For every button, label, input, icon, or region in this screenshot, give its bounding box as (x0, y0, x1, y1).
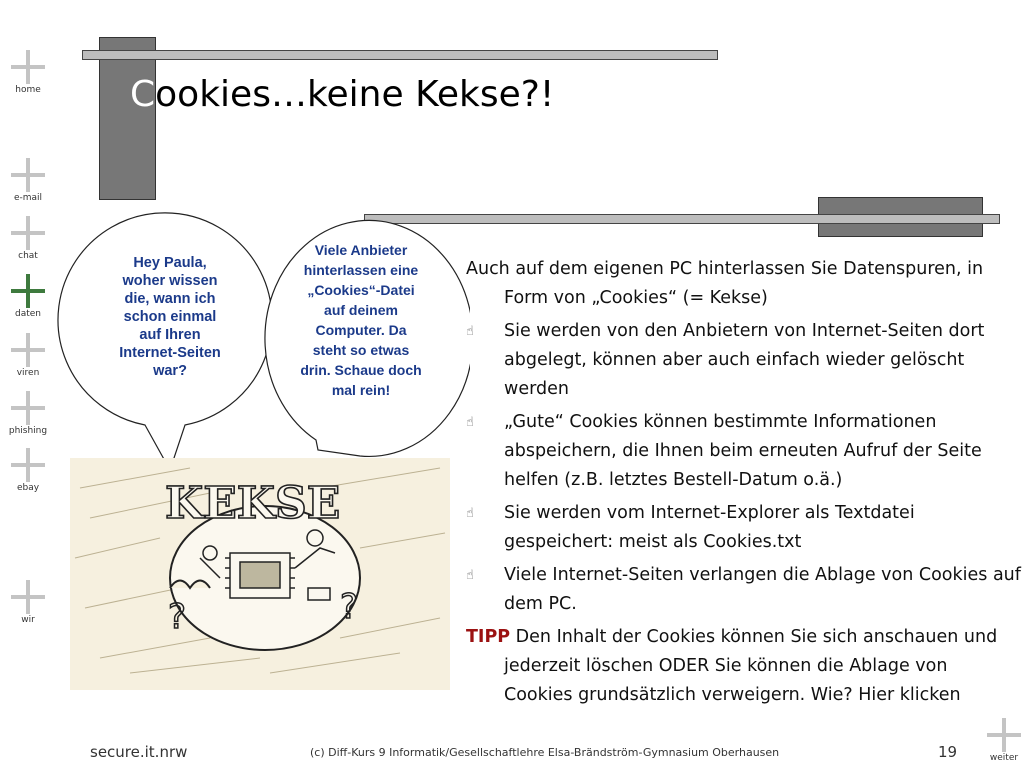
hand-pointer-icon: ☝ (466, 506, 474, 521)
nav-daten-label: daten (15, 309, 41, 319)
nav-chat-label: chat (18, 251, 38, 261)
title-text: ookies…keine Kekse?! (155, 74, 555, 115)
next-label: weiter (989, 753, 1019, 763)
bubble-line: auf deinem (324, 302, 398, 318)
cookie-word: KEKSE (165, 478, 341, 529)
bubble-right-text (276, 240, 446, 400)
plus-icon (11, 580, 45, 614)
bubble-line: Internet-Seiten (119, 345, 221, 361)
footer-copyright: (c) Diff-Kurs 9 Informatik/Gesellschaftlehre Elsa-Brändström-Gymnasium Oberhausen (310, 746, 780, 759)
footer-brand: secure.it.nrw (90, 743, 188, 761)
tipp-paragraph[interactable] (466, 623, 1021, 710)
bullet-text: Sie werden von den Anbietern von Internet-Seiten dort abgelegt, können aber auch einfach wieder gelöscht werden (504, 321, 985, 399)
bubble-line: Hey Paula, (133, 255, 207, 271)
nav-phishing-label: phishing (8, 426, 48, 436)
nav-viren-label: viren (16, 368, 40, 378)
bullet-item (466, 317, 1021, 404)
hand-pointer-icon: ☝ (466, 324, 474, 339)
hand-pointer-icon: ☝ (466, 568, 474, 583)
nav-wir-label: wir (21, 615, 35, 625)
bubble-line: mal rein! (331, 382, 391, 398)
nav-wir[interactable] (0, 580, 56, 625)
nav-email-label: e-mail (13, 193, 43, 203)
bullet-item (466, 499, 1021, 557)
bubble-line: war? (153, 363, 187, 379)
hand-pointer-icon: ☝ (466, 415, 474, 430)
bubble-line: steht so etwas (312, 342, 410, 358)
bubble-line: drin. Schaue doch (300, 362, 422, 378)
nav-ebay-label: ebay (16, 483, 40, 493)
tipp-text: Den Inhalt der Cookies können Sie sich anschauen und jederzeit löschen ODER Sie können die Ablage von Cookies grundsätzlich verweigern. Wie? Hier klicken (504, 627, 998, 705)
plus-icon (987, 718, 1021, 752)
bubble-line: auf Ihren (139, 327, 201, 343)
bubble-left-text (100, 254, 240, 380)
bubble-line: Computer. Da (315, 322, 407, 338)
bullet-text: „Gute“ Cookies können bestimmte Informationen abspeichern, die Ihnen beim erneuten Aufruf der Seite helfen (z.B. letztes Bestell-Datum o.ä.) (504, 412, 982, 490)
svg-text:?: ? (340, 587, 359, 627)
bullet-item (466, 408, 1021, 495)
tipp-label: TIPP (466, 627, 511, 647)
main-content (466, 255, 1021, 714)
next-button[interactable] (986, 718, 1022, 763)
bullet-text: Viele Internet-Seiten verlangen die Ablage von Cookies auf dem PC. (504, 565, 1021, 614)
bubble-line: schon einmal (123, 309, 217, 325)
bullet-item (466, 561, 1021, 619)
bubble-line: „Cookies“-Datei (307, 282, 415, 298)
bubble-line: die, wann ich (124, 291, 216, 307)
cookie-illustration (70, 458, 450, 690)
bullet-text: Sie werden vom Internet-Explorer als Textdatei gespeichert: meist als Cookies.txt (504, 503, 915, 552)
bubble-line: Viele Anbieter (314, 242, 408, 258)
bubble-line: hinterlassen eine (303, 262, 419, 278)
page-number: 19 (938, 743, 958, 761)
title-first-letter: C (130, 74, 156, 115)
cookie-drawing (70, 458, 450, 690)
nav-home-label: home (15, 85, 41, 95)
intro-text: Auch auf dem eigenen PC hinterlassen Sie Datenspuren, in Form von „Cookies“ (= Kekse) (466, 259, 984, 308)
bubble-line: woher wissen (122, 273, 218, 289)
svg-text:?: ? (168, 597, 187, 637)
